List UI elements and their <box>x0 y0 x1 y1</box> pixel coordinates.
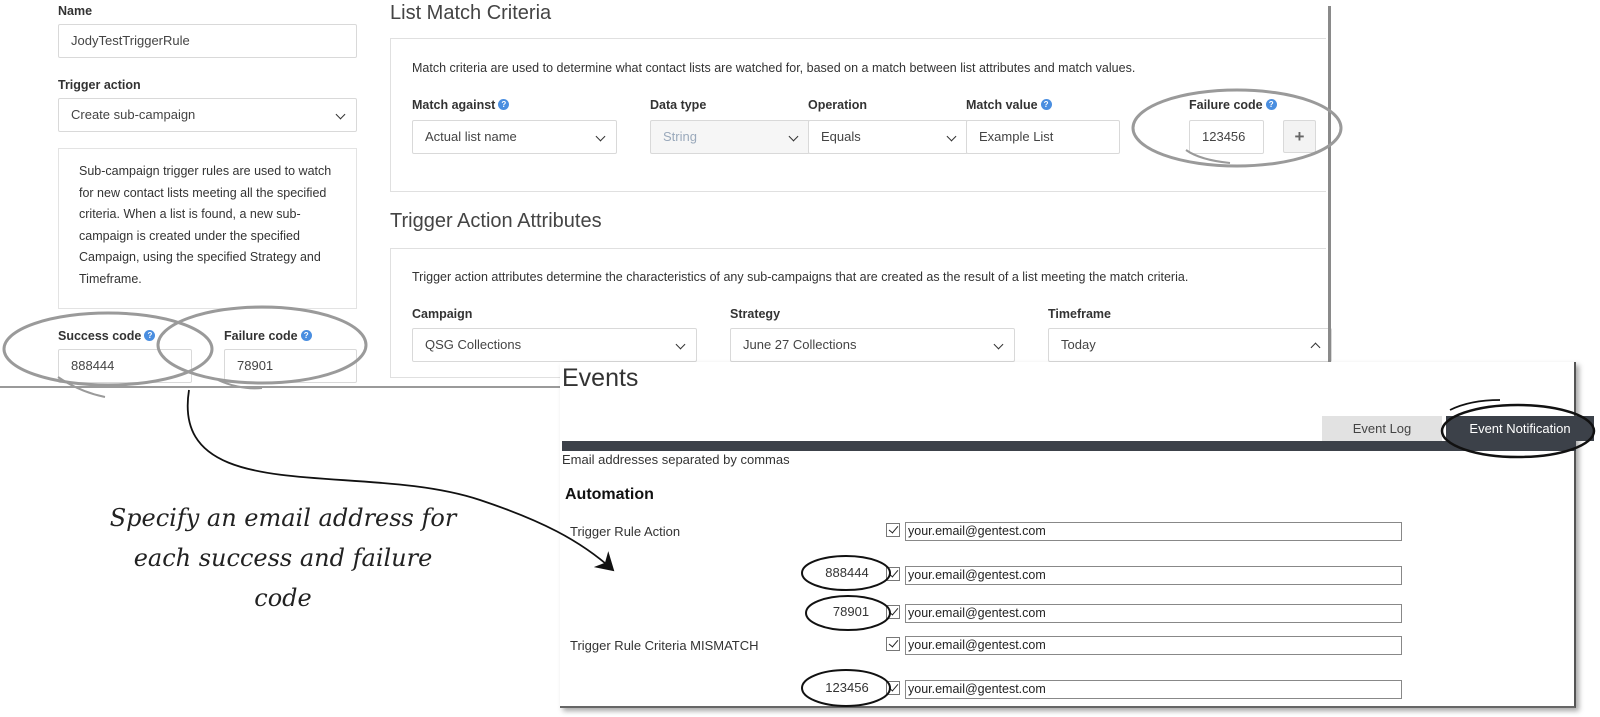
row-email-input[interactable]: your.email@gentest.com <box>905 680 1402 699</box>
add-criteria-button[interactable]: + <box>1283 120 1316 153</box>
automation-heading: Automation <box>565 486 654 503</box>
name-input[interactable]: JodyTestTriggerRule <box>58 24 357 58</box>
timeframe-select[interactable]: Today <box>1048 328 1332 362</box>
criteria-failure-code-label-text: Failure code <box>1189 98 1263 112</box>
annotation-line-2: each success and failure code <box>133 544 433 612</box>
match-against-select[interactable]: Actual list name <box>412 120 617 154</box>
campaign-label: Campaign <box>412 307 473 321</box>
row-code: 123456 <box>825 680 869 695</box>
code-123456-circle <box>802 670 890 706</box>
row-code: 78901 <box>832 604 870 619</box>
data-type-label: Data type <box>650 98 707 112</box>
match-value-label-text: Match value <box>966 98 1038 112</box>
success-code-label-text: Success code <box>58 329 142 343</box>
row-code: 888444 <box>825 565 869 580</box>
operation-select[interactable]: Equals <box>808 120 968 154</box>
criteria-failure-code-input[interactable]: 123456 <box>1189 120 1264 154</box>
operation-label: Operation <box>808 98 868 112</box>
tab-event-log[interactable]: Event Log <box>1322 416 1442 441</box>
row-label-criteria-mismatch: Trigger Rule Criteria MISMATCH <box>570 638 759 653</box>
row-label-trigger-rule-action: Trigger Rule Action <box>570 524 681 539</box>
row-email-input[interactable]: your.email@gentest.com <box>905 522 1402 541</box>
failure-code-input[interactable]: 78901 <box>224 349 357 383</box>
help-icon[interactable]: ? <box>1041 99 1052 110</box>
failure-code-label-text: Failure code <box>224 329 298 343</box>
events-title: Events <box>562 364 639 392</box>
timeframe-label: Timeframe <box>1048 307 1111 321</box>
event-notification-circle <box>1442 400 1594 457</box>
match-against-label-text: Match against <box>412 98 496 112</box>
annotation-line-1: Specify an email address for <box>109 504 457 532</box>
failure-code-circle <box>158 307 366 388</box>
list-match-title: List Match Criteria <box>390 2 552 24</box>
sub-campaign-info-text: Sub-campaign trigger rules are used to watch for new contact lists meeting all the specified criteria. When a list is found, a new sub-campaign is created under the specified Campaign, using the specified Strategy and Timeframe. <box>58 148 357 309</box>
trigger-action-select[interactable]: Create sub-campaign <box>58 98 357 132</box>
trigger-attrs-description: Trigger action attributes determine the characteristics of any sub-campaigns that are created as the result of a list meeting the match criteria. <box>412 270 1189 284</box>
criteria-failure-code-circle <box>1133 90 1341 166</box>
campaign-select[interactable]: QSG Collections <box>412 328 697 362</box>
success-code-circle <box>4 313 212 397</box>
help-icon[interactable]: ? <box>498 99 509 110</box>
help-icon[interactable]: ? <box>1266 99 1277 110</box>
strategy-select[interactable]: June 27 Collections <box>730 328 1015 362</box>
name-label: Name <box>58 4 93 18</box>
list-match-description: Match criteria are used to determine what contact lists are watched for, based on a match between list attributes and match values. <box>412 61 1136 75</box>
success-code-input[interactable]: 888444 <box>58 349 192 383</box>
tab-event-notification[interactable]: Event Notification <box>1446 416 1594 441</box>
code-888444-circle <box>802 556 890 590</box>
match-value-input[interactable]: Example List <box>966 120 1120 154</box>
trigger-attrs-title: Trigger Action Attributes <box>390 210 602 232</box>
row-email-input[interactable]: your.email@gentest.com <box>905 604 1402 623</box>
trigger-action-label: Trigger action <box>58 78 141 92</box>
row-email-input[interactable]: your.email@gentest.com <box>905 566 1402 585</box>
data-type-select[interactable]: String <box>650 120 810 154</box>
row-email-input[interactable]: your.email@gentest.com <box>905 636 1402 655</box>
strategy-label: Strategy <box>730 307 781 321</box>
email-hint: Email addresses separated by commas <box>562 452 790 467</box>
help-icon[interactable]: ? <box>144 330 155 341</box>
code-78901-circle <box>806 596 890 630</box>
help-icon[interactable]: ? <box>301 330 312 341</box>
annotation-arrow <box>188 390 613 570</box>
